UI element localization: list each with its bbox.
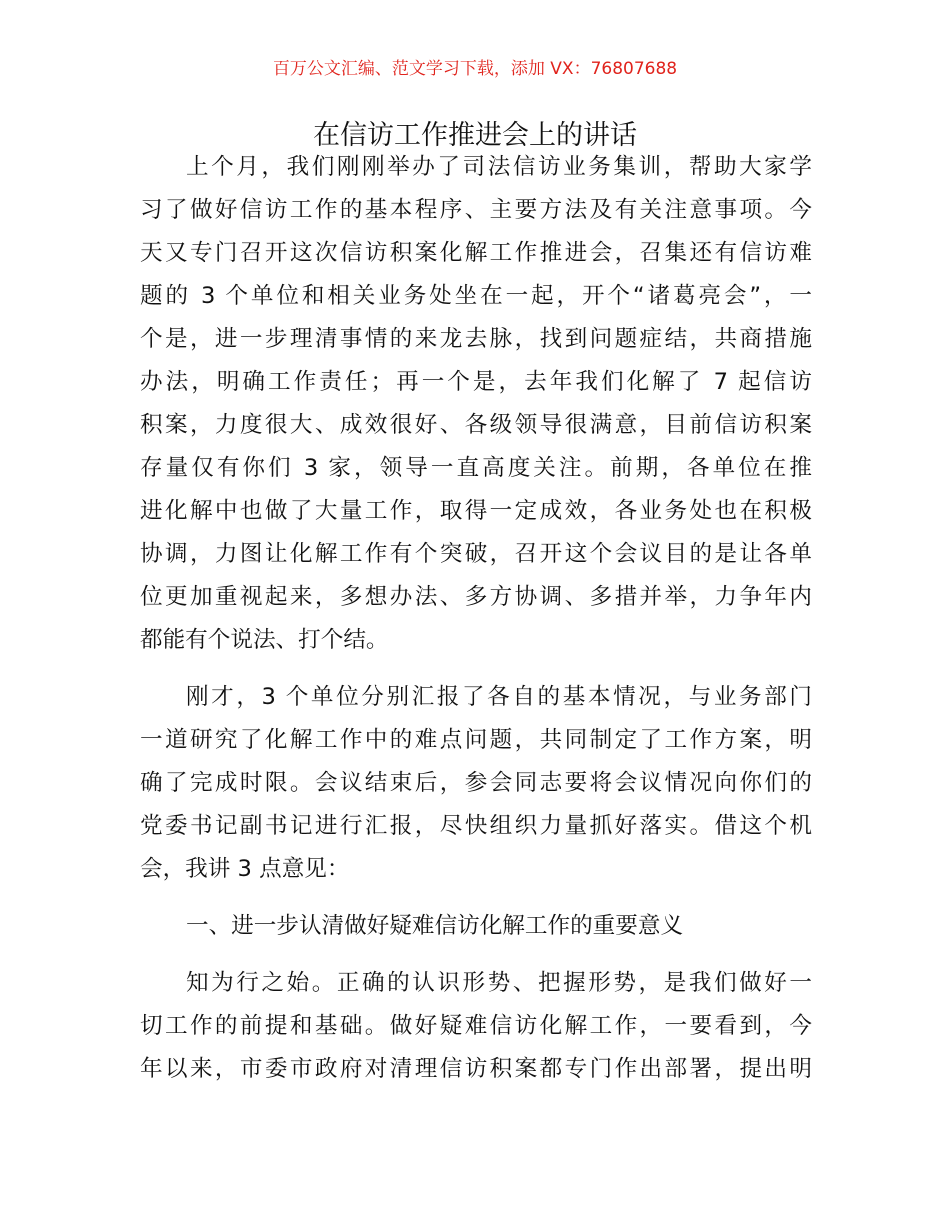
text-line: 党委书记副书记进行汇报，尽快组织力量抓好落实。借这个机	[140, 813, 812, 839]
text-line: 办法，明确工作责任；再一个是，去年我们化解了 7 起信访	[140, 369, 812, 395]
paragraph-3	[140, 962, 812, 1091]
text-line: 个是，进一步理清事情的来龙去脉，找到问题症结，共商措施	[140, 326, 812, 352]
text-line: 一道研究了化解工作中的难点问题，共同制定了工作方案，明	[140, 727, 812, 753]
text-line: 知为行之始。正确的认识形势、把握形势，是我们做好一	[186, 970, 812, 996]
paragraph-1	[140, 146, 812, 662]
text-line: 习了做好信访工作的基本程序、主要方法及有关注意事项。今	[140, 197, 812, 223]
text-line: 都能有个说法、打个结。	[140, 627, 389, 653]
text-line: 确了完成时限。会议结束后，参会同志要将会议情况向你们的	[140, 770, 812, 796]
text-line: 刚才，3 个单位分别汇报了各自的基本情况，与业务部门	[186, 684, 812, 710]
text-line: 天又专门召开这次信访积案化解工作推进会，召集还有信访难	[140, 240, 812, 266]
text-line: 题的 3 个单位和相关业务处坐在一起，开个“诸葛亮会”，一	[140, 283, 812, 309]
watermark-header: 百万公文汇编、范文学习下载，添加 VX：76807688	[272, 59, 678, 79]
text-line: 会，我讲 3 点意见：	[140, 856, 350, 882]
text-line: 存量仅有你们 3 家，领导一直高度关注。前期，各单位在推	[140, 455, 812, 481]
document-body	[140, 146, 812, 1091]
text-line: 位更加重视起来，多想办法、多方协调、多措并举，力争年内	[140, 584, 812, 610]
section-heading: 一、进一步认清做好疑难信访化解工作的重要意义	[186, 913, 684, 939]
text-line: 上个月，我们刚刚举办了司法信访业务集训，帮助大家学	[186, 154, 812, 180]
paragraph-2	[140, 676, 812, 891]
text-line: 积案，力度很大、成效很好、各级领导很满意，目前信访积案	[140, 412, 812, 438]
text-line: 年以来，市委市政府对清理信访积案都专门作出部署，提出明	[140, 1056, 812, 1082]
text-line: 切工作的前提和基础。做好疑难信访化解工作，一要看到，今	[140, 1013, 812, 1039]
text-line: 协调，力图让化解工作有个突破，召开这个会议目的是让各单	[140, 541, 812, 567]
document-title: 在信访工作推进会上的讲话	[313, 120, 637, 151]
text-line: 进化解中也做了大量工作，取得一定成效，各业务处也在积极	[140, 498, 812, 524]
